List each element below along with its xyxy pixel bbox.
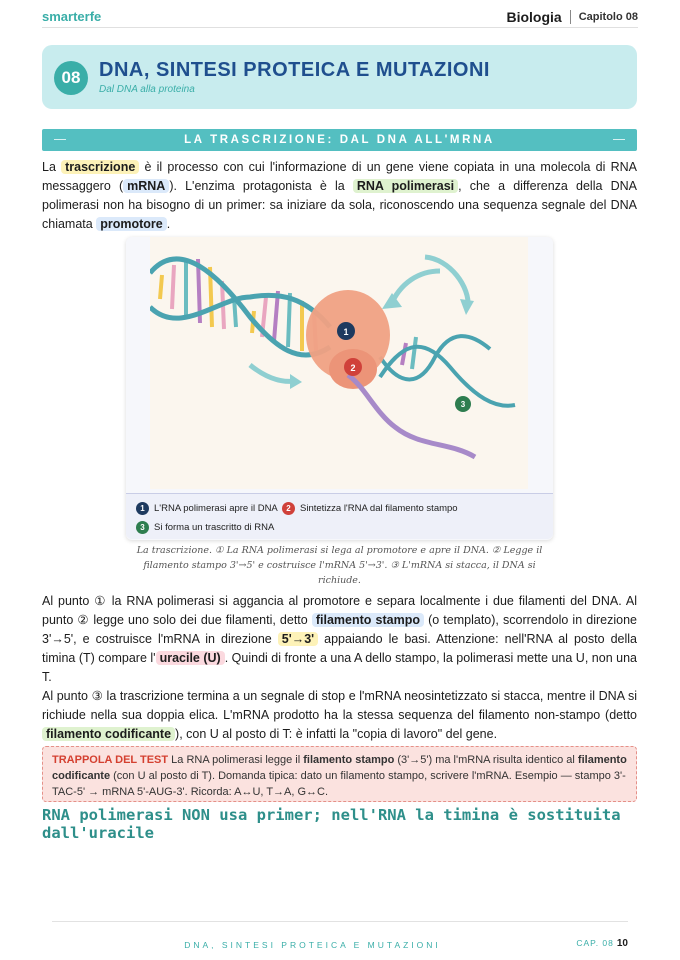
text-run: (o templato), scorrendolo in direzione 3'→5', e costruisce l'mRNA in direzione (42, 613, 637, 646)
page-number: 10 (616, 938, 628, 949)
trap-label: TRAPPOLA DEL TEST (52, 754, 169, 766)
chapter-label: Capitolo 08 (578, 10, 638, 23)
legend-text-3: Si forma un trascritto di RNA (154, 522, 275, 533)
chapter-banner (42, 45, 637, 109)
term-promotore: promotore (96, 217, 167, 231)
transcription-illustration (150, 237, 528, 489)
marker-2-label: 2 (350, 363, 356, 373)
brand-logo: smarterfe (42, 9, 102, 24)
key-takeaway: RNA polimerasi NON usa primer; nell'RNA la timina è sostituita dall'uracile (42, 806, 621, 842)
footer-chapter-title: DNA, SINTESI PROTEICA E MUTAZIONI (184, 940, 441, 950)
term-rna-polimerasi: RNA polimerasi (353, 179, 458, 193)
legend-dot-1: 1 (136, 502, 149, 515)
text-run: . Quindi di fronte a una A dello stampo, la polimerasi mette una U, non una T. (42, 651, 637, 684)
term-mrna: mRNA (123, 179, 169, 193)
trap-term-codificante: filamento codificante (52, 754, 627, 782)
footer-cap-label: CAP. 08 (576, 938, 614, 948)
test-trap-box (42, 746, 637, 802)
chapter-title: DNA, SINTESI PROTEICA E MUTAZIONI (99, 59, 490, 81)
page-header (42, 6, 638, 28)
text-run: Al punto ③ la trascrizione termina a un segnale di stop e l'mRNA neosintetizzato si stacca, mentre il DNA si richiude nella sua doppia elica. L'mRNA prodotto ha la stessa sequenza del filamento non-stampo (detto (42, 689, 637, 722)
section-heading-bar (42, 129, 637, 151)
marker-3-label: 3 (460, 400, 466, 409)
header-right (506, 9, 638, 25)
header-separator (570, 10, 571, 24)
term-trascrizione: trascrizione (61, 160, 139, 174)
legend-text-1: L'RNA polimerasi apre il DNA (154, 503, 278, 514)
marker-1-label: 1 (343, 327, 349, 337)
figure-caption: La trascrizione. ① La RNA polimerasi si lega al promotore e apre il DNA. ② Legge il filamento stampo 3'→5' e costruisce l'mRNA 5'→3'. ③ L'mRNA si stacca, il DNA si richiude. (136, 545, 543, 586)
text-run: La (42, 160, 62, 174)
text-run: ). L'enzima protagonista è la (169, 179, 353, 193)
text-run: appaiando le basi. Attenzione: nell'RNA al posto della timina (T) compare l' (42, 632, 637, 665)
paragraph-steps-1-2 (42, 592, 637, 687)
text-run: (con U al posto di T). Domanda tipica: dato un filamento stampo, scrivere l'mRNA. Esempio — stampo 3'-TAC-5' → mRNA 5'-AUG-3'. Ricorda: A↔U, T→A, G↔C. (52, 770, 626, 798)
chapter-subtitle: Dal DNA alla proteina (99, 84, 195, 95)
figure-legend (126, 493, 553, 539)
legend-text-2: Sintetizza l'RNA dal filamento stampo (300, 503, 458, 514)
legend-item-1 (136, 502, 278, 515)
chapter-number-badge: 08 (54, 61, 88, 95)
trap-term-stampo: filamento stampo (303, 754, 395, 766)
term-uracile: uracile (U) (156, 651, 225, 665)
legend-dot-2: 2 (282, 502, 295, 515)
paragraph-step-3 (42, 687, 637, 744)
section-dash-left (54, 139, 66, 140)
text-run: Al punto ① la RNA polimerasi si aggancia al promotore e separa localmente i due filamenti del DNA. Al punto ② legge uno solo dei due filamenti, detto (42, 594, 637, 627)
transcription-figure (126, 237, 553, 540)
text-run: , che a differenza della DNA polimerasi non ha bisogno di un primer: sa iniziare da sola, riconoscendo una sequenza segnale del DNA chiamata (42, 179, 637, 231)
intro-paragraph (42, 158, 637, 234)
text-run: ), con U al posto di T: è infatti la "copia di lavoro" del gene. (175, 727, 498, 741)
term-direction-5-3: 5'→3' (278, 632, 318, 646)
section-dash-right (613, 139, 625, 140)
term-filamento-codificante: filamento codificante (42, 727, 175, 741)
footer-page-info (576, 938, 628, 949)
legend-item-2 (282, 502, 458, 515)
legend-item-3 (136, 521, 274, 534)
subject-label: Biologia (506, 8, 562, 25)
text-run: La RNA polimerasi legge il (168, 754, 304, 766)
footer-divider (52, 921, 628, 922)
section-title: LA TRASCRIZIONE: DAL DNA ALL'MRNA (184, 134, 495, 146)
text-run: è il processo con cui l'informazione di un gene viene copiata in una molecola di RNA messaggero ( (42, 160, 637, 193)
legend-dot-3: 3 (136, 521, 149, 534)
text-run: . (166, 217, 171, 231)
text-run: (3'→5') ma l'mRNA risulta identico al (394, 754, 578, 766)
term-filamento-stampo: filamento stampo (312, 613, 424, 627)
